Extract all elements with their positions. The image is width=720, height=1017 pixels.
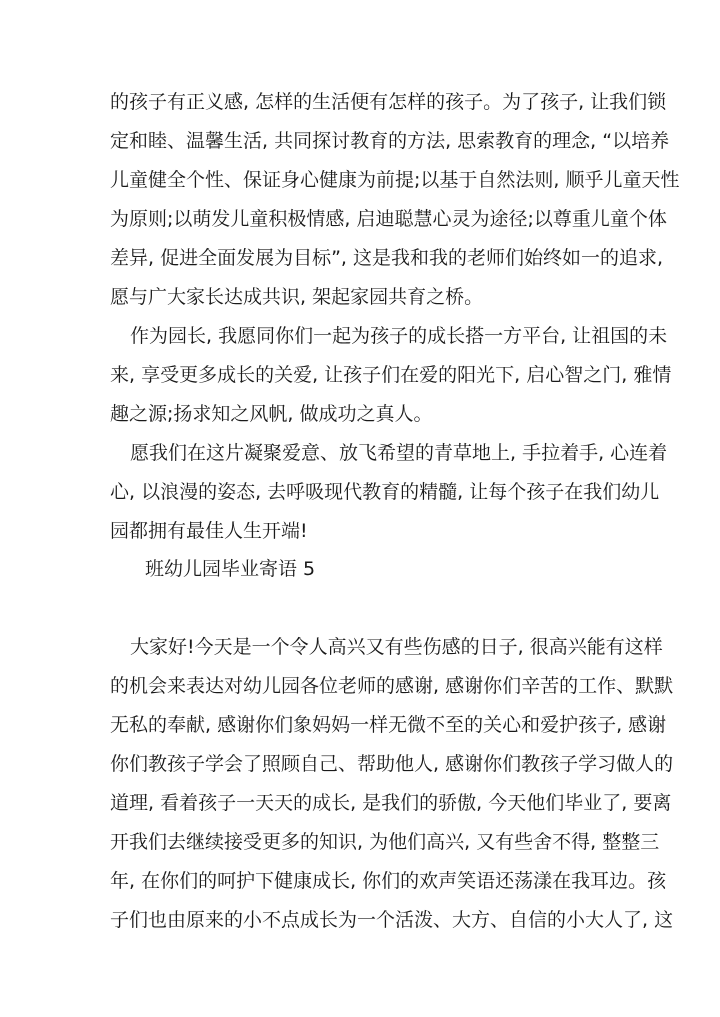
paragraph-line: 定和睦、温馨生活, 共同探讨教育的方法, 思索教育的理念, “以培养 <box>110 130 670 152</box>
paragraph-line: 年, 在你们的呵护下健康成长, 你们的欢声笑语还荡漾在我耳边。孩 <box>110 870 667 892</box>
paragraph-line: 无私的奉献, 感谢你们象妈妈一样无微不至的关心和爱护孩子, 感谢 <box>110 714 667 736</box>
paragraph-line: 的孩子有正义感, 怎样的生活便有怎样的孩子。为了孩子, 让我们锁 <box>110 91 667 113</box>
paragraph-line: 来, 享受更多成长的关爱, 让孩子们在爱的阳光下, 启心智之门, 雅情 <box>110 364 672 386</box>
section-heading: 班幼儿园毕业寄语 5 <box>145 558 316 580</box>
paragraph-line: 儿童健全个性、保证身心健康为前提;以基于自然法则, 顺乎儿童天性 <box>110 169 680 191</box>
paragraph-line: 的机会来表达对幼儿园各位老师的感谢, 感谢你们辛苦的工作、默默 <box>110 675 674 697</box>
paragraph-line: 趣之源;扬求知之风帆, 做成功之真人。 <box>110 403 433 425</box>
paragraph-line: 你们教孩子学会了照顾自己、帮助他人, 感谢你们教孩子学习做人的 <box>110 753 674 775</box>
paragraph-line: 子们也由原来的小不点成长为一个活泼、大方、自信的小大人了, 这 <box>110 909 674 931</box>
paragraph-line: 差异, 促进全面发展为目标”, 这是我和我的老师们始终如一的追求, <box>110 247 664 269</box>
paragraph-line: 愿我们在这片凝聚爱意、放飞希望的青草地上, 手拉着手, 心连着 <box>130 442 668 464</box>
paragraph-line: 开我们去继续接受更多的知识, 为他们高兴, 又有些舍不得, 整整三 <box>110 831 660 853</box>
paragraph-line: 愿与广大家长达成共识, 架起家园共育之桥。 <box>110 286 484 308</box>
paragraph-line: 作为园长, 我愿同你们一起为孩子的成长搭一方平台, 让祖国的未 <box>130 325 668 347</box>
paragraph-line: 为原则;以萌发儿童积极情感, 启迪聪慧心灵为途径;以尊重儿童个体 <box>110 208 667 230</box>
paragraph-line: 道理, 看着孩子一天天的成长, 是我们的骄傲, 今天他们毕业了, 要离 <box>110 792 672 814</box>
paragraph-line: 园都拥有最佳人生开端! <box>110 520 308 542</box>
paragraph-line: 大家好!今天是一个令人高兴又有些伤感的日子, 很高兴能有这样 <box>130 636 663 658</box>
paragraph-line: 心, 以浪漫的姿态, 去呼吸现代教育的精髓, 让每个孩子在我们幼儿 <box>110 481 660 503</box>
